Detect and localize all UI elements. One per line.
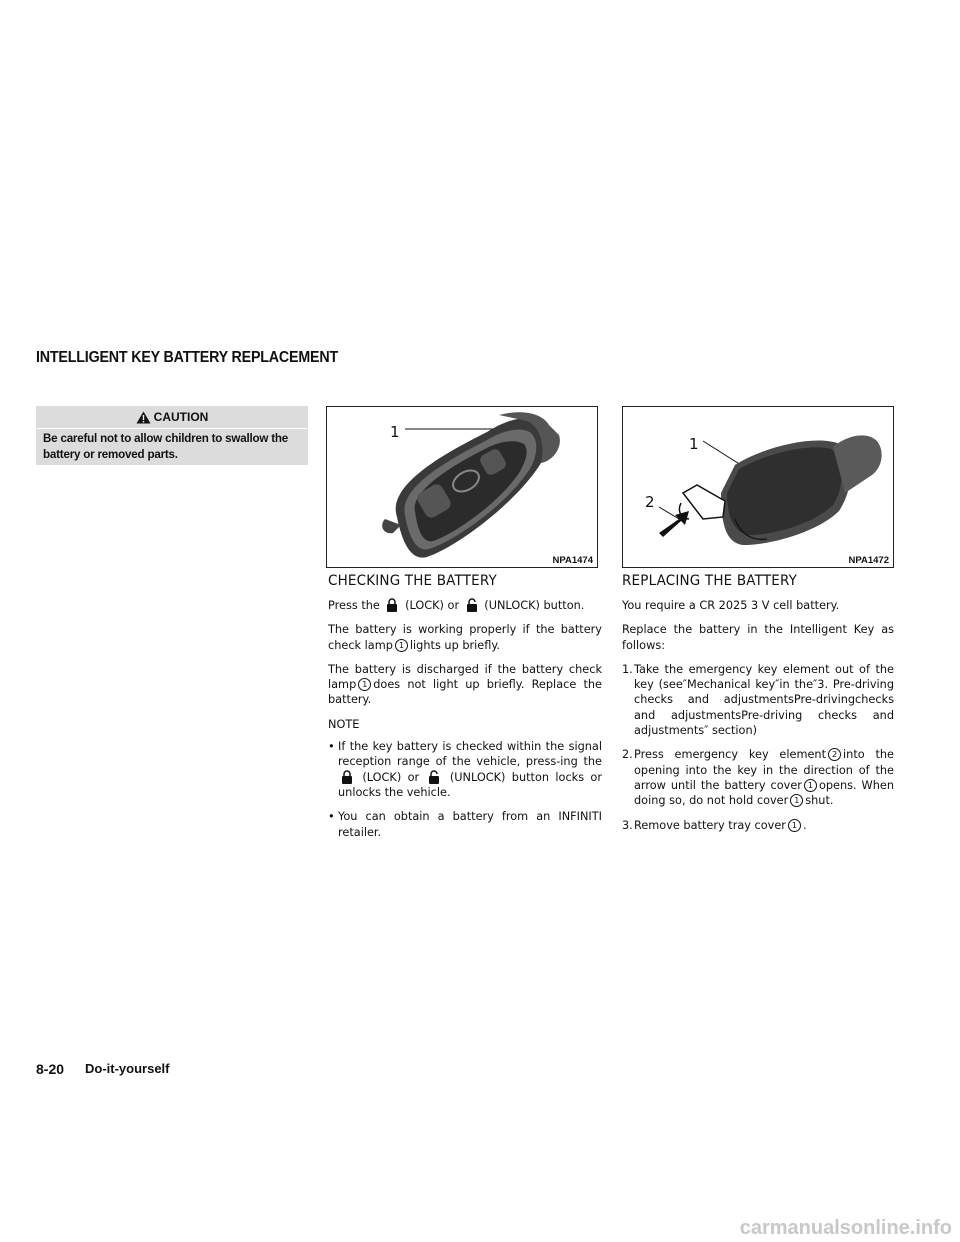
unlock-icon — [428, 770, 440, 784]
checking-p1 — [328, 598, 602, 613]
bullet: • — [328, 810, 335, 824]
watermark: carmanualsonline.info — [739, 1217, 952, 1239]
step-1 — [622, 662, 894, 738]
checking-p3 — [328, 662, 602, 708]
figure-code: NPA1472 — [848, 555, 889, 566]
text: (LOCK) or — [405, 599, 460, 612]
text: (LOCK) or — [362, 770, 420, 784]
replacing-heading: REPLACING THE BATTERY — [622, 573, 798, 589]
callout-1: 1 — [390, 423, 400, 441]
lock-icon — [386, 598, 398, 612]
bullet: • — [328, 740, 335, 754]
text: (UNLOCK) button. — [484, 599, 585, 612]
caution-box — [36, 406, 308, 465]
lock-icon — [341, 770, 353, 784]
circled-number: 1 — [358, 678, 371, 691]
figure-code: NPA1474 — [552, 555, 593, 566]
caution-heading — [36, 406, 308, 429]
callout-2: 2 — [645, 493, 655, 511]
note-label: NOTE — [328, 717, 360, 731]
step-number: 1. — [622, 662, 633, 676]
key-battery-illustration — [623, 407, 893, 567]
step-2 — [622, 747, 894, 808]
callout-1b: 1 — [689, 435, 699, 453]
text: The battery is discharged if the battery check lamp — [328, 662, 602, 692]
text: Take the emergency key element out of the key (see″Mechanical key″in the″3. Pre-driving checks and adjustmentsPre-drivingchecks and adjustmentsPre-driving checks and adjustments″ section) — [634, 662, 894, 738]
figure-key-top — [326, 406, 598, 568]
checking-heading: CHECKING THE BATTERY — [328, 573, 497, 589]
text: Press emergency key element — [634, 748, 827, 762]
text: You can obtain a battery from an INFINITI retailer. — [338, 810, 602, 839]
circled-number: 2 — [828, 748, 841, 761]
page-number: 8-20 — [36, 1061, 65, 1077]
checking-p2 — [328, 622, 602, 653]
bullet-item — [328, 739, 602, 800]
text: opens. When doing so, do not hold cover — [634, 778, 895, 808]
text: . — [802, 818, 807, 832]
text: (UNLOCK) button locks or unlocks the vehicle. — [338, 770, 602, 799]
replacing-p2: Replace the battery in the Intelligent Key as follows: — [622, 623, 894, 652]
unlock-icon — [466, 598, 478, 612]
circled-number: 1 — [804, 779, 817, 792]
footer-section: Do-it-yourself — [85, 1061, 170, 1076]
text: Press the — [328, 599, 380, 612]
step-number: 3. — [622, 818, 633, 832]
section-title: INTELLIGENT KEY BATTERY REPLACEMENT — [36, 349, 339, 366]
text: If the key battery is checked within the signal reception range of the vehicle, press-ing the — [338, 740, 602, 769]
text: shut. — [805, 794, 834, 808]
text: does not light up briefly. Replace the battery. — [328, 678, 602, 707]
text: lights up briefly. — [409, 638, 501, 652]
caution-heading-text: CAUTION — [153, 410, 209, 424]
key-fob-illustration — [327, 407, 597, 567]
figure-key-side — [622, 406, 894, 568]
step-3 — [622, 818, 894, 833]
warning-icon — [136, 411, 151, 424]
text: into the opening into the key in the direction of the arrow until the battery cover — [634, 748, 894, 792]
checking-body — [328, 598, 602, 849]
text: The battery is working properly if the battery check lamp — [328, 623, 602, 652]
replacing-p1: You require a CR 2025 3 V cell battery. — [622, 599, 840, 612]
text: Remove battery tray cover — [634, 818, 786, 832]
caution-text: Be careful not to allow children to swallow the battery or removed parts. — [43, 432, 289, 461]
circled-number: 1 — [790, 794, 803, 807]
step-number: 2. — [622, 748, 633, 762]
circled-number: 1 — [788, 819, 801, 832]
replacing-body — [622, 598, 894, 842]
circled-number: 1 — [395, 639, 408, 652]
bullet-item — [328, 809, 602, 840]
